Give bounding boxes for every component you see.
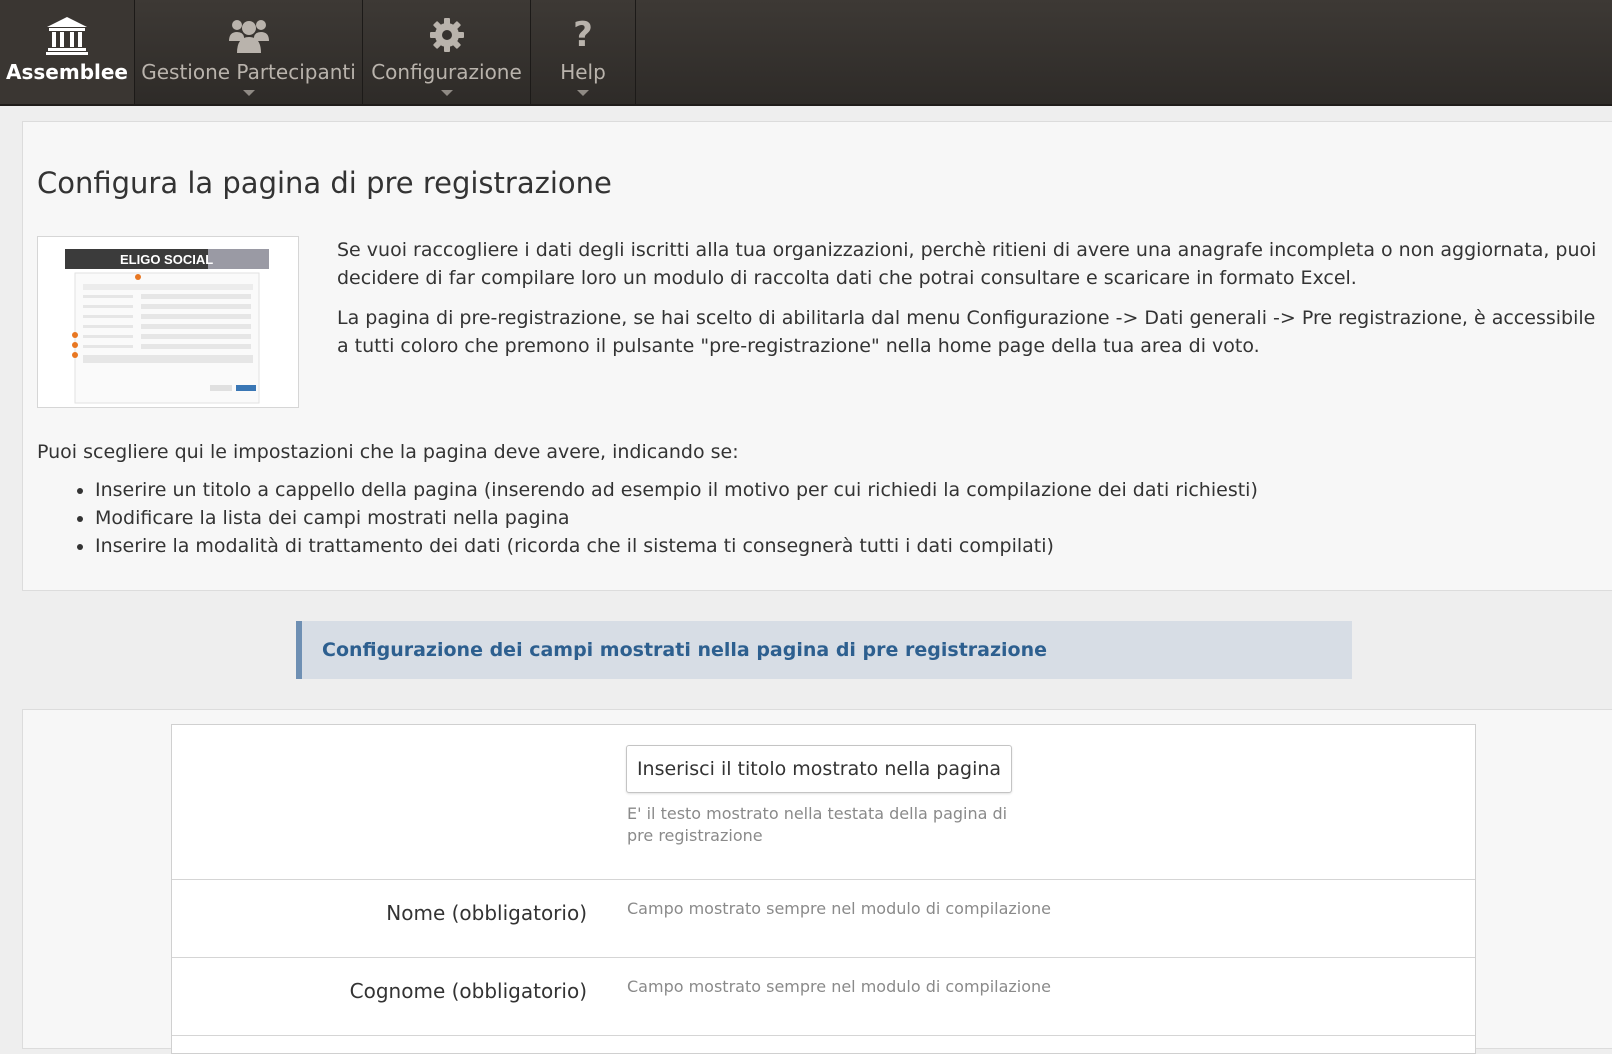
nav-configurazione[interactable] (363, 0, 531, 104)
chevron-down-icon (577, 90, 589, 96)
list-item: • Inserire un titolo a cappello della pagina (inserendo ad esempio il motivo per cui richiedi la compilazione dei dati richiesti) (95, 476, 1537, 504)
field-help-cognome: Campo mostrato sempre nel modulo di compilazione (627, 977, 1052, 996)
list-item: • Modificare la lista dei campi mostrati nella pagina (95, 504, 1537, 532)
section-header-title: Configurazione dei campi mostrati nella pagina di pre registrazione (322, 639, 1048, 661)
nav-gestione-partecipanti[interactable] (135, 0, 363, 104)
intro-panel (22, 121, 1612, 591)
top-navbar (0, 0, 1612, 106)
page-title: Configura la pagina di pre registrazione (37, 166, 612, 200)
bank-icon (45, 14, 89, 56)
table-row (172, 880, 1475, 958)
thumb-logo: ELIGO SOCIAL (120, 252, 214, 267)
preview-thumbnail (37, 236, 299, 408)
nav-help[interactable] (531, 0, 636, 104)
fields-table (171, 724, 1476, 1054)
field-help-nome: Campo mostrato sempre nel modulo di compilazione (627, 899, 1052, 918)
options-description (37, 438, 1537, 560)
nav-gestione-label: Gestione Partecipanti (141, 60, 356, 84)
gear-icon (427, 14, 467, 56)
insert-title-button[interactable]: Inserisci il titolo mostrato nella pagina (626, 745, 1012, 793)
preview-image (38, 237, 298, 407)
chevron-down-icon (243, 90, 255, 96)
field-label-cognome: Cognome (obbligatorio) (349, 979, 587, 1003)
intro-text (337, 236, 1607, 372)
field-label-nome: Nome (obbligatorio) (386, 901, 587, 925)
table-row (172, 725, 1475, 880)
nav-help-label: Help (560, 60, 606, 84)
options-lead: Puoi scegliere qui le impostazioni che la pagina deve avere, indicando se: (37, 441, 739, 463)
list-item: • Inserire la modalità di trattamento dei dati (ricorda che il sistema ti consegnerà tutti i dati compilati) (95, 532, 1537, 560)
chevron-down-icon (441, 90, 453, 96)
nav-assemblee-label: Assemblee (6, 60, 128, 84)
nav-configurazione-label: Configurazione (371, 60, 522, 84)
table-row (172, 958, 1475, 1036)
intro-paragraph-1: Se vuoi raccogliere i dati degli iscritti alla tua organizzazioni, perchè ritieni di avere una anagrafe incompleta o non aggiornata, puoi decidere di far compilare loro un modulo di raccolta dati che potrai consultare e scaricare in formato Excel. (337, 239, 1597, 289)
title-help-text: E' il testo mostrato nella testata della pagina di pre registrazione (627, 804, 1008, 845)
nav-assemblee[interactable] (0, 0, 135, 104)
question-icon: ? (573, 15, 593, 55)
section-header (296, 621, 1352, 679)
options-list (37, 476, 1537, 560)
users-icon (227, 14, 271, 56)
intro-paragraph-2: La pagina di pre-registrazione, se hai scelto di abilitarla dal menu Configurazione -> Dati generali -> Pre registrazione, è accessibile a tutti coloro che premono il pulsante "pre-registrazione" nella home page della tua area di voto. (337, 307, 1596, 357)
